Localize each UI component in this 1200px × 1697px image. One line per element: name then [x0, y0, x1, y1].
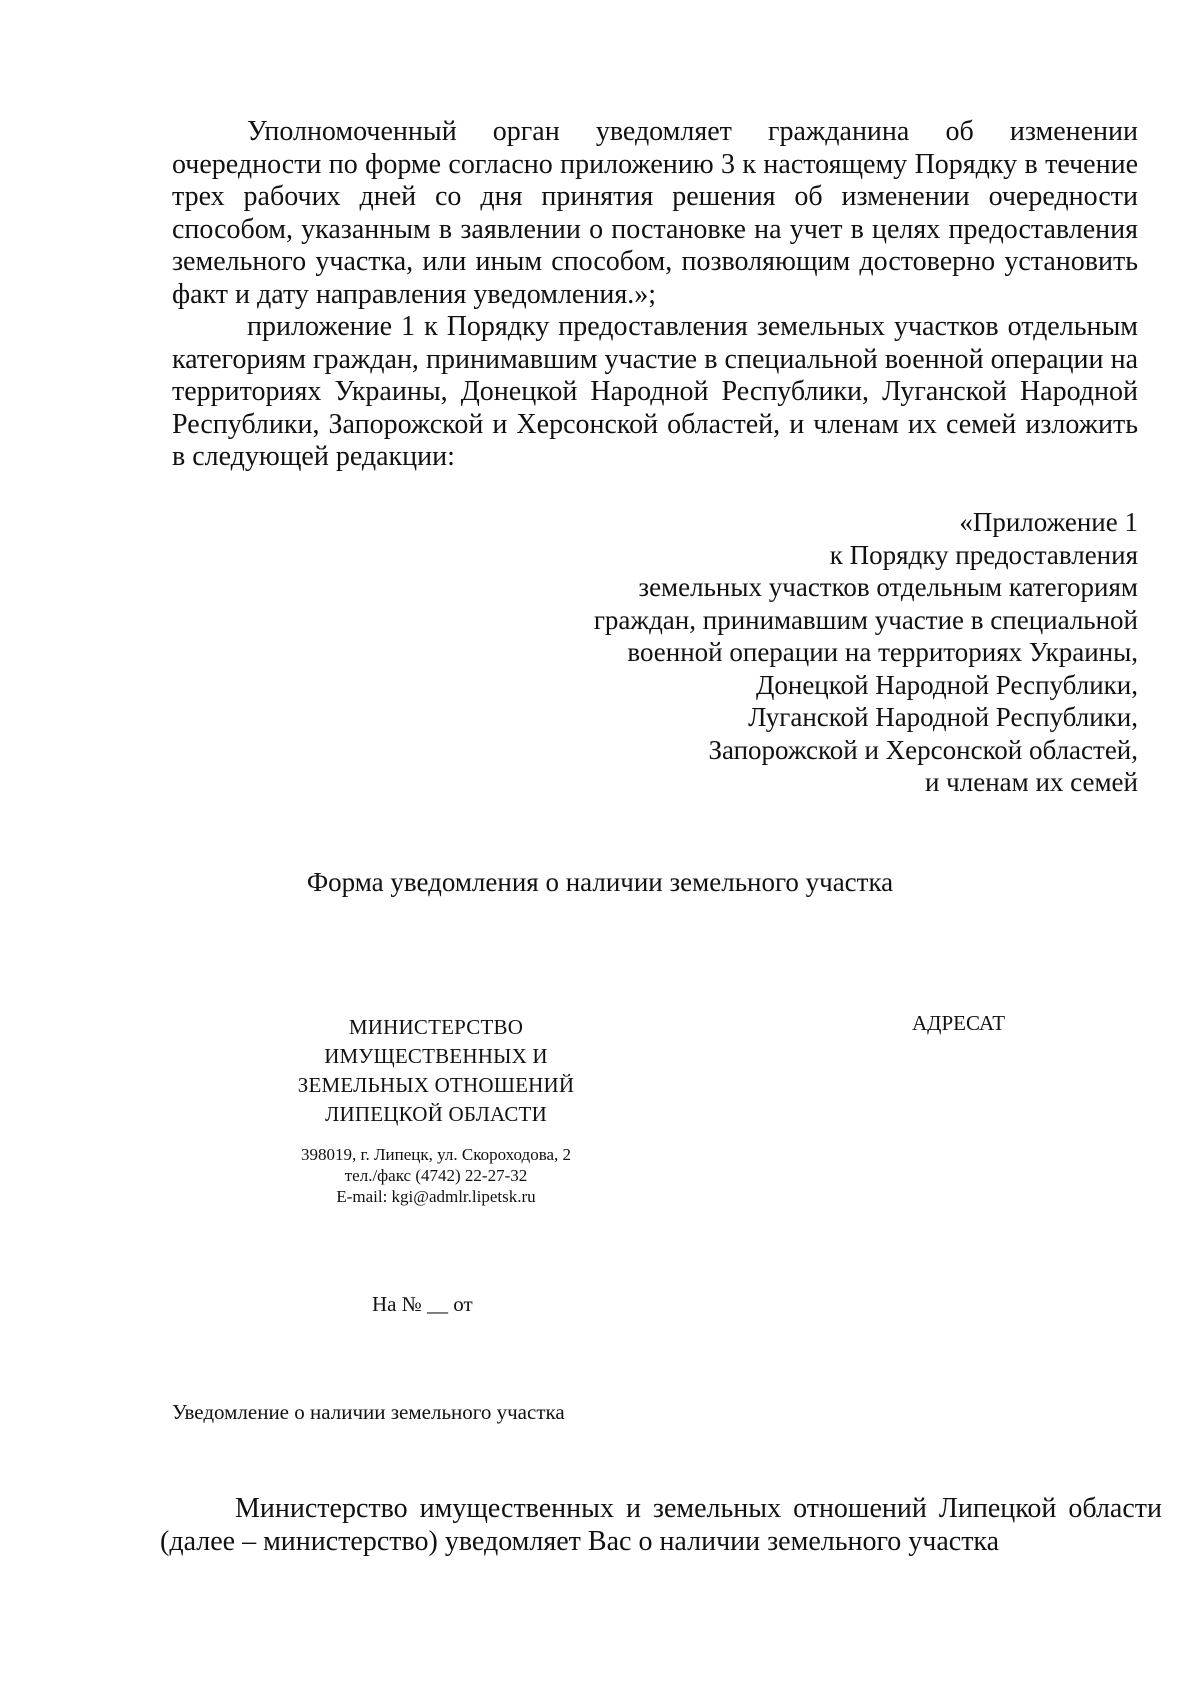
- appendix-header-line: к Порядку предоставления: [829, 539, 1138, 570]
- form-title: Форма уведомления о наличии земельного участка: [306, 867, 894, 897]
- ministry-contacts: [258, 1144, 614, 1207]
- ministry-email: E-mail: kgi@admlr.lipetsk.ru: [336, 1187, 536, 1206]
- appendix-header-line: и членам их семей: [924, 767, 1138, 797]
- appendix-header-line: Донецкой Народной Республики,: [755, 669, 1138, 700]
- appendix-header-line: земельных участков отдельным категориям: [638, 572, 1138, 602]
- body-paragraph-appendix-amendment: приложение 1 к Порядку предоставления земельных участков отдельным категориям граждан, принимавшим участие в специальной военной операции на территориях Украины, Донецкой Народной Республики, Луганской Народной Республики, Запорожской и Херсонской областей, и членам их семей изложить в следующей редакции:: [172, 311, 1138, 472]
- appendix-header-line: Запорожской и Херсонской областей,: [708, 734, 1138, 765]
- ministry-name-block: [258, 1013, 614, 1129]
- appendix-header-line: «Приложение 1: [959, 507, 1138, 537]
- addressee-label: АДРЕСАТ: [912, 1011, 1006, 1035]
- notice-subject: Уведомление о наличии земельного участка: [172, 1400, 565, 1424]
- appendix-header-line: граждан, принимавшим участие в специальной: [593, 604, 1138, 635]
- ministry-name-line: ЛИПЕЦКОЙ ОБЛАСТИ: [325, 1102, 547, 1126]
- notice-body-paragraph: Министерство имущественных и земельных отношений Липецкой области (далее – министерство) уведомляет Вас о наличии земельного участка: [160, 1493, 1162, 1557]
- ministry-phone: тел./факс (4742) 22-27-32: [344, 1166, 528, 1185]
- ministry-name-line: ИМУЩЕСТВЕННЫХ И: [324, 1044, 548, 1068]
- ministry-name-line: МИНИСТЕРСТВО: [348, 1015, 524, 1039]
- reference-number: На № __ от: [372, 1292, 473, 1316]
- ministry-address: 398019, г. Липецк, ул. Скороходова, 2: [300, 1145, 572, 1164]
- ministry-name-line: ЗЕМЕЛЬНЫХ ОТНОШЕНИЙ: [297, 1073, 575, 1097]
- body-paragraph-queue-change: Уполномоченный орган уведомляет гражданина об изменении очередности по форме согласно приложению 3 к настоящему Порядку в течение трех рабочих дней со дня принятия решения об изменении очередности способом, указанным в заявлении о постановке на учет в целях предоставления земельного участка, или иным способом, позволяющим достоверно установить факт и дату направления уведомления.»;: [172, 116, 1138, 310]
- appendix-header-line: Луганской Народной Республики,: [748, 702, 1138, 732]
- appendix-header: [518, 506, 1138, 799]
- appendix-header-line: военной операции на территориях Украины,: [627, 637, 1138, 667]
